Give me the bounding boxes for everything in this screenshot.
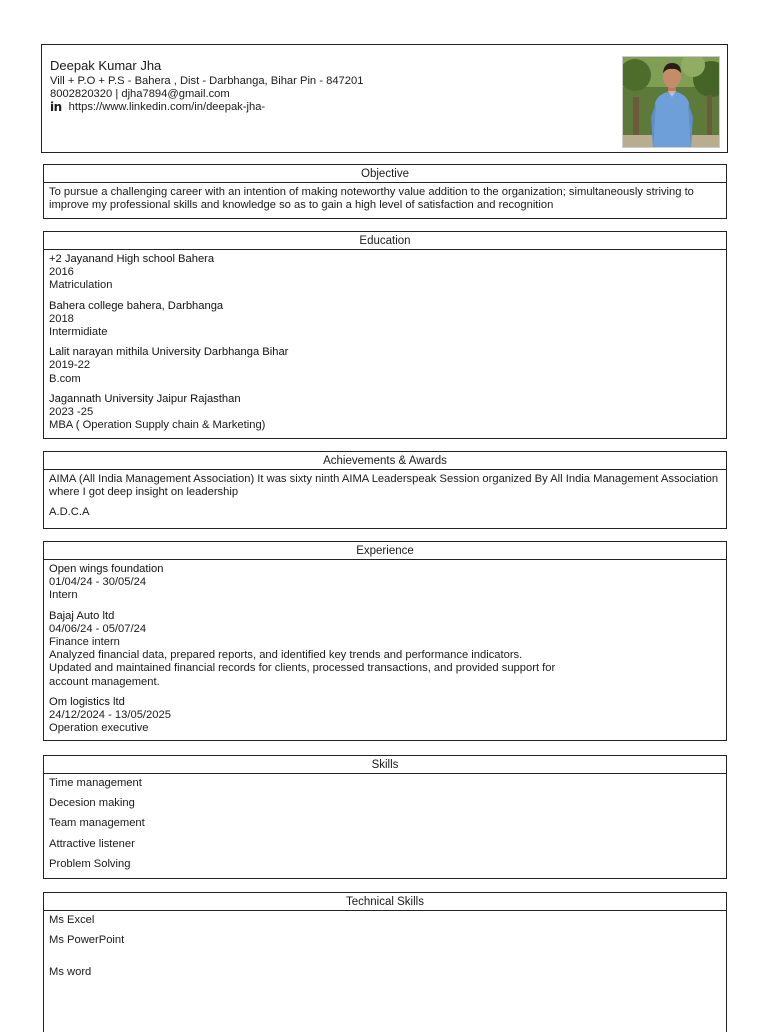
candidate-name: Deepak Kumar Jha — [50, 58, 162, 73]
education-degree: MBA ( Operation Supply chain & Marketing) — [49, 419, 266, 432]
school-name: Bahera college bahera, Darbhanga — [49, 299, 224, 312]
experience-dates: 04/06/24 - 05/07/24 — [49, 622, 147, 635]
achievement-item: AIMA (All India Management Association) It was sixty ninth AIMA Leaderspeak Session organized By All India Management Association where I got deep insight on leadership — [49, 473, 719, 499]
resume-header — [41, 44, 728, 153]
achievement-item: A.D.C.A — [49, 506, 90, 519]
technical-skills-section — [43, 892, 727, 1032]
experience-role: Operation executive — [49, 722, 149, 735]
skills-section — [43, 755, 727, 879]
experience-detail: account management. — [49, 675, 160, 688]
contact-info: 8002820320 | djha7894@gmail.com — [50, 88, 230, 100]
experience-role: Intern — [49, 589, 78, 602]
company-name: Bajaj Auto ltd — [49, 609, 115, 622]
education-year: 2023 -25 — [49, 406, 94, 419]
school-name: +2 Jayanand High school Bahera — [49, 253, 215, 265]
education-item — [49, 253, 721, 293]
address: Vill + P.O + P.S - Bahera , Dist - Darbhanga, Bihar Pin - 847201 — [50, 75, 364, 87]
technical-skill-item: Ms Excel — [49, 914, 95, 926]
education-section — [43, 231, 727, 439]
linkedin-icon: in — [50, 100, 62, 114]
skill-item: Attractive listener — [49, 837, 135, 850]
experience-item — [49, 696, 721, 736]
achievements-section — [43, 451, 727, 529]
education-year: 2019-22 — [49, 359, 91, 372]
experience-dates: 01/04/24 - 30/05/24 — [49, 576, 147, 589]
education-title: Education — [44, 232, 726, 250]
technical-skill-item: Ms word — [49, 966, 92, 979]
company-name: Open wings foundation — [49, 563, 164, 575]
technical-skills-title: Technical Skills — [44, 893, 726, 911]
experience-item — [49, 610, 721, 689]
technical-skill-item: Ms PowerPoint — [49, 934, 125, 947]
experience-detail: Analyzed financial data, prepared reports, and identified key trends and performance indicators. — [49, 649, 523, 662]
experience-item — [49, 563, 721, 603]
school-name: Jagannath University Jaipur Rajasthan — [49, 392, 241, 405]
experience-detail: Updated and maintained financial records for clients, processed transactions, and provided support for — [49, 662, 556, 675]
achievements-title: Achievements & Awards — [44, 452, 726, 470]
education-degree: Intermidiate — [49, 326, 108, 339]
company-name: Om logistics ltd — [49, 695, 125, 708]
experience-title: Experience — [44, 542, 726, 560]
education-degree: B.com — [49, 372, 81, 385]
skill-item: Time management — [49, 777, 142, 789]
education-degree: Matriculation — [49, 279, 113, 292]
education-item — [49, 393, 721, 433]
objective-text: To pursue a challenging career with an intention of making noteworthy value addition to the organization; simultaneously striving to improve my professional skills and knowledge so as to gain a high level of satisfaction and recognition — [49, 186, 694, 212]
education-item — [49, 346, 721, 386]
skills-title: Skills — [44, 756, 726, 774]
skill-item: Team management — [49, 817, 145, 830]
objective-section — [43, 164, 727, 219]
education-year: 2016 — [49, 266, 74, 279]
experience-section — [43, 541, 727, 741]
linkedin-row[interactable] — [50, 101, 265, 114]
objective-title: Objective — [44, 165, 726, 183]
linkedin-link[interactable]: https://www.linkedin.com/in/deepak-jha- — [68, 101, 266, 113]
experience-role: Finance intern — [49, 636, 120, 649]
profile-photo-image — [623, 57, 720, 148]
skill-item: Decesion making — [49, 797, 135, 810]
education-year: 2018 — [49, 312, 74, 325]
skill-item: Problem Solving — [49, 857, 131, 870]
school-name: Lalit narayan mithila University Darbhanga Bihar — [49, 346, 289, 359]
experience-dates: 24/12/2024 - 13/05/2025 — [49, 709, 171, 722]
profile-photo — [622, 56, 720, 148]
education-item — [49, 300, 721, 340]
